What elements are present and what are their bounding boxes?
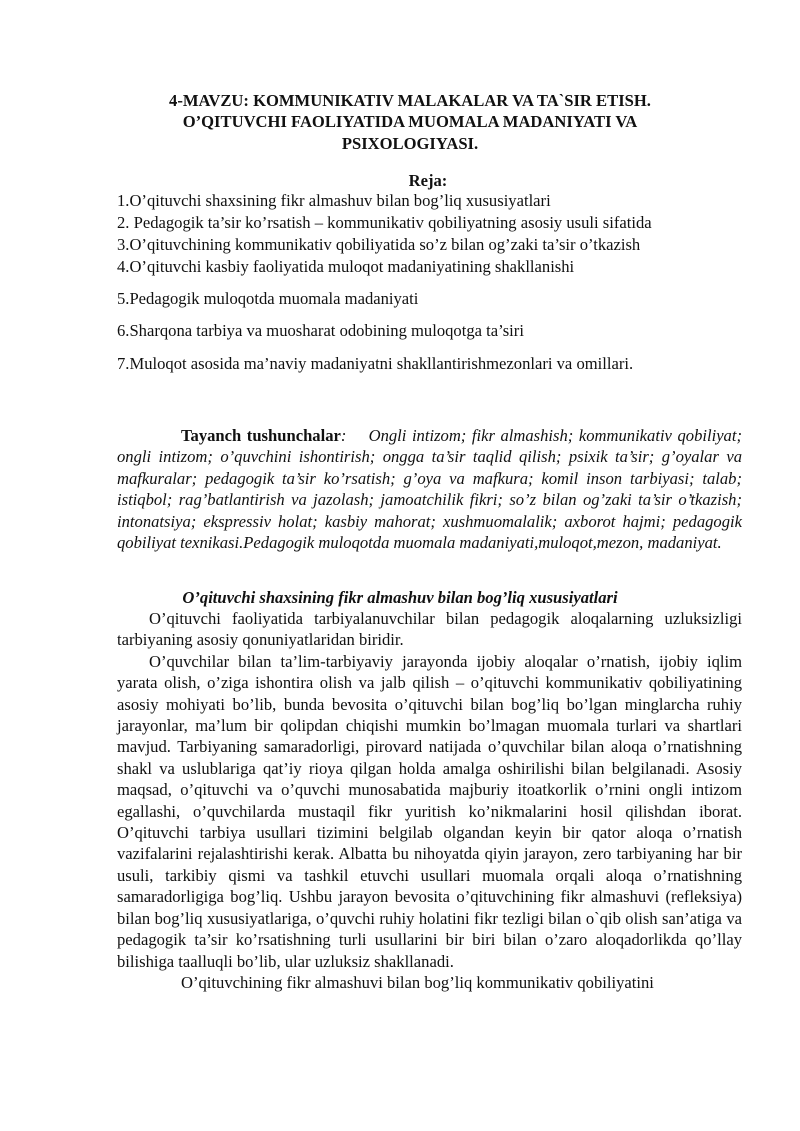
paragraph: O’quvchilar bilan ta’lim-tarbiyaviy jarayonda ijobiy aloqalar o’rnatish, ijobiy iqlim yarata olish, o’ziga ishontira olish va jalb qilish – o’qituvchi kommunikativ qobiliyatining asosiy mohiyati bo’lib, bunda bevosita o’qituvchi bilan bog’liq bo’lgan minglarcha ruhiy jarayonlar, ma’lum bir qolipdan chiqishi mumkin bo’lmagan muomala turlari va shartlari mavjud. Tarbiyaning samaradorligi, pirovard natijada o’quvchilar bilan aloqa o’rnatishning shakl va uslublariga qat’iy rioya qilgan holda amalga oshirilishi bilan belgilanadi. Asosiy maqsad, o’qituvchi va o’quvchi munosabatida majburiy itoatkorlik o’rnini ongli intizom egallashi, o’quvchilarda mustaqil fikr yuritish ko’nikmalarini hosil qilishdan iborat. O’qituvchi tarbiya usullari tizimini belgilab olgandan keyin bir qator aloqa o’rnatish vazifalarini rejalashtirishi kerak. Albatta bu nihoyatda qiyin jarayon, zero tarbiyaning har bir usuli, tarkibiy qismi va tashkil etuvchi usullari muomala orqali aloqa o’rnatishning samaradorligiga bog’liq. Ushbu jarayon bevosita o’qituvchining fikr almashuvi (refleksiya) bilan bog’liq xususiyatlariga, o’quvchi ruhiy holatini fikr tezligi bilan o`qib olish san’atiga va pedagogik ta’sir ko’rsatishning turli usullarini bir biri bilan o’zaro aloqadorlikda qo’llay bilishiga taalluqli bo’lib, ular uzluksiz shakllanadi. — [117, 651, 742, 971]
plan-item: 2. Pedagogik ta’sir ko’rsatish – kommunikativ qobiliyatning asosiy usuli sifatida — [117, 213, 652, 232]
keywords-label: Tayanch tushunchalar — [181, 426, 341, 445]
plan-heading: Reja: — [408, 171, 448, 190]
plan-item: 5.Pedagogik muloqotda muomala madaniyati — [117, 289, 419, 308]
paragraph: O’qituvchining fikr almashuvi bilan bog’liq kommunikativ qobiliyatini — [181, 972, 654, 992]
plan-item: 3.O’qituvchining kommunikativ qobiliyatida so’z bilan og’zaki ta’sir o’tkazish — [117, 235, 641, 254]
document-title — [130, 90, 690, 154]
title-line: O’QITUVCHI FAOLIYATIDA MUOMALA MADANIYATI VA — [182, 112, 638, 132]
keywords-text: Ongli intizom; fikr almashish; kommunikativ qobiliyat; ongli intizom; o’quvchini ishontirish; ongga ta’sir taqlid qilish; psixik ta’sir; g’oyalar va mafkuralar; pedagogik ta’sir ko’rsatish; g’oya va mafkura; komil inson tarbiyasi; talab; istiqbol; rag’batlantirish va jazolash; jamoatchilik fikri; so’z bilan og’zaki ta’sir o’tkazish; intonatsiya; ekspressiv holat; kasbiy mahorat; xushmuomalalik; axborot hajmi; pedagogik qobiliyat texnikasi.Pedagogik muloqotda muomala madaniyati,muloqot,mezon, madaniyat. — [117, 426, 742, 553]
body-text — [117, 608, 742, 993]
title-line: PSIXOLOGIYASI. — [341, 133, 479, 153]
keywords-colon: : — [340, 426, 347, 445]
title-line: 4-MAVZU: KOMMUNIKATIV MALAKALAR VA TA`SIR ETISH. — [169, 91, 651, 110]
plan-item: 7.Muloqot asosida ma’naviy madaniyatni shakllantirishmezonlari va omillari. — [117, 354, 634, 373]
plan-item: 1.O’qituvchi shaxsining fikr almashuv bilan bog’liq xususiyatlari — [117, 191, 551, 210]
keywords-block — [117, 425, 742, 553]
paragraph: O’qituvchi faoliyatida tarbiyalanuvchilar bilan pedagogik aloqalarning uzluksizligi tarbiyaning asosiy qonuniyatlaridan biridir. — [117, 609, 742, 650]
plan-item: 4.O’qituvchi kasbiy faoliyatida muloqot madaniyatining shakllanishi — [117, 257, 575, 276]
section-title: O’qituvchi shaxsining fikr almashuv bilan bog’liq xususiyatlari — [182, 588, 618, 607]
plan-item: 6.Sharqona tarbiya va muosharat odobining muloqotga ta’siri — [117, 321, 524, 340]
